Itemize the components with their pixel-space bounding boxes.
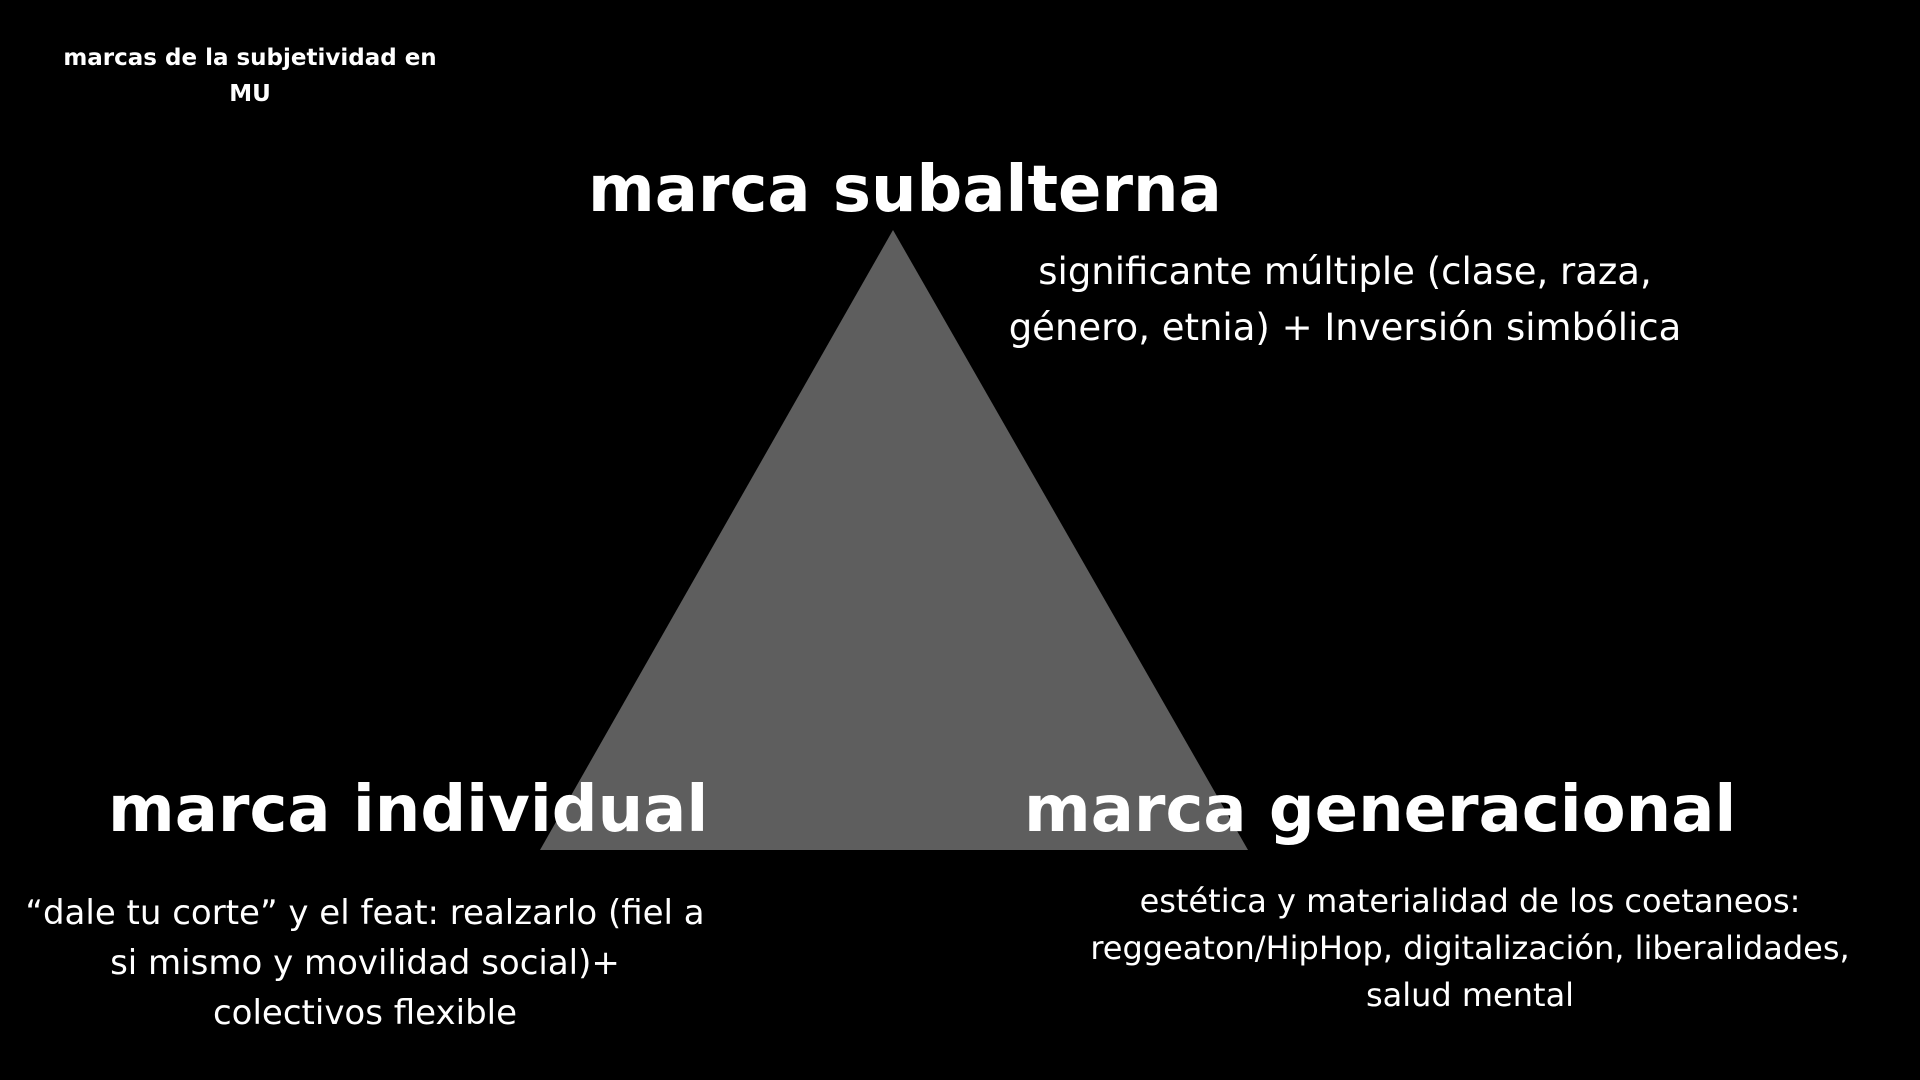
heading-marca-individual: marca individual: [108, 773, 709, 847]
heading-marca-generacional: marca generacional: [1024, 773, 1737, 847]
heading-marca-subalterna: marca subalterna: [588, 153, 1222, 227]
description-marca-generacional: estética y materialidad de los coetaneos: reggeaton/HipHop, digitalización, liberalidades, salud mental: [1090, 882, 1850, 1014]
slide-title: marcas de la subjetividad en MU: [63, 45, 437, 107]
description-marca-individual: “dale tu corte” y el feat: realzarlo (fiel a si mismo y movilidad social)+ colectivos flexible: [25, 893, 705, 1033]
description-marca-subalterna: significante múltiple (clase, raza, género, etnia) + Inversión simbólica: [1008, 250, 1682, 349]
